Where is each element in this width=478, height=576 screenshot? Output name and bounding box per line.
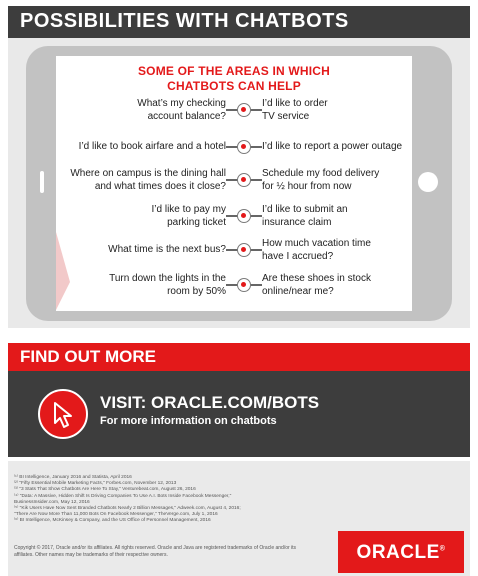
connector-icon: [226, 140, 262, 154]
connector-dot-icon: [237, 103, 251, 117]
cursor-arrow-icon[interactable]: [38, 389, 88, 439]
conversation-row: [56, 238, 412, 268]
chatbot-request-line: TV service: [262, 110, 310, 122]
user-question: [56, 273, 226, 298]
chatbot-request: [262, 98, 412, 123]
chatbot-request: [262, 168, 412, 193]
chatbot-request: [262, 273, 412, 298]
conversation-row: [56, 204, 412, 234]
footnote-line: ⁽⁶⁾ BI Intelligence, McKinsey & Company, and the US Office of Personnel Management, 2016: [14, 518, 211, 524]
user-question: [56, 141, 226, 154]
conversation-row: [56, 98, 412, 128]
connector-dot-icon: [237, 209, 251, 223]
chatbot-request: [262, 141, 412, 154]
footnote-line: ⁽⁵⁾ "Kik Users Have Now Sent Branded Chatbots Nearly 2 Billion Messages," Adweek.com, August 4, 2016;: [14, 506, 241, 512]
chatbot-request-line: for ½ hour from now: [262, 180, 352, 192]
conversation-row: [56, 135, 412, 165]
chatbot-request-line: insurance claim: [262, 216, 332, 228]
user-question-line: I’d like to pay my: [151, 204, 226, 215]
conversation-row: [56, 273, 412, 303]
tablet-home-button-icon: [418, 172, 438, 192]
connector-dot-icon: [237, 278, 251, 292]
footnotes: [14, 475, 314, 525]
user-question: [56, 204, 226, 229]
find-out-more-title: FIND OUT MORE: [20, 347, 156, 366]
visit-subtitle: For more information on chatbots: [100, 415, 277, 427]
user-question-line: and what times does it close?: [94, 180, 226, 192]
user-question-line: What’s my checking: [137, 98, 226, 109]
connector-icon: [226, 243, 262, 257]
visit-panel[interactable]: [8, 371, 470, 457]
chatbot-request-line: I’d like to order: [262, 98, 328, 109]
screen-title: [56, 64, 412, 94]
connector-icon: [226, 103, 262, 117]
registered-mark: ®: [439, 545, 446, 553]
footnote-line: ⁽¹⁾ BI Intelligence, January 2016 and Statista, April 2016: [14, 475, 132, 480]
connector-icon: [226, 209, 262, 223]
copyright-text: Copyright © 2017, Oracle and/or its affiliates. All rights reserved. Oracle and Java are registered trademarks of Oracle and/or its affiliates. Other names may be trademarks of their respective owners.: [14, 545, 297, 558]
connector-icon: [226, 278, 262, 292]
header-bar: [8, 6, 470, 38]
user-question: [56, 244, 226, 257]
connector-dot-icon: [237, 173, 251, 187]
user-question-line: room by 50%: [167, 285, 226, 297]
user-question-line: I’d like to book airfare and a hotel: [78, 141, 226, 152]
footnote-line: "There Are Now More Than 11,000 Bots On Facebook Messenger," TheVerge.com, July 1, 2016: [14, 512, 218, 518]
tablet-screen: [56, 56, 412, 311]
user-question-line: Where on campus is the dining hall: [70, 168, 226, 179]
oracle-logo-word: ORACLE: [356, 542, 440, 563]
footnote-line: ⁽³⁾ "3 Stats That Show Chatbots Are Here To Stay," Venturebeat.com, August 26, 2016: [14, 487, 196, 493]
chatbot-request: [262, 238, 412, 263]
user-question-line: account balance?: [147, 110, 226, 122]
tablet-speaker-slot: [40, 171, 44, 193]
footer: [8, 461, 470, 576]
user-question: [56, 98, 226, 123]
chatbot-request-line: have I accrued?: [262, 250, 334, 262]
find-out-more-bar: [8, 343, 470, 371]
chatbot-request-line: Schedule my food delivery: [262, 168, 380, 179]
page-title: POSSIBILITIES WITH CHATBOTS: [20, 10, 349, 32]
oracle-logo-text: [338, 542, 464, 564]
footnote-line: ⁽⁴⁾ "Data: A Massive, Hidden Shift Is Driving Companies To Use A.I. Bots Inside Facebook Messenger,": [14, 493, 232, 499]
screen-title-line-2: CHATBOTS CAN HELP: [167, 79, 301, 93]
chatbot-request-line: online/near me?: [262, 285, 334, 297]
footnote-line: ⁽²⁾ "Fifty Essential Mobile Marketing Facts," Forbes.com, November 12, 2013: [14, 481, 177, 487]
visit-link[interactable]: VISIT: ORACLE.COM/BOTS: [100, 393, 320, 412]
chatbot-request-line: Are these shoes in stock: [262, 273, 371, 284]
user-question-line: parking ticket: [167, 216, 226, 228]
user-question-line: What time is the next bus?: [108, 244, 226, 255]
screen-title-line-1: SOME OF THE AREAS IN WHICH: [137, 64, 331, 78]
conversation-row: [56, 168, 412, 198]
connector-dot-icon: [237, 140, 251, 154]
oracle-logo[interactable]: [338, 531, 464, 573]
user-question: [56, 168, 226, 193]
connector-icon: [226, 173, 262, 187]
user-question-line: Turn down the lights in the: [109, 273, 226, 284]
footnote-line: BusinessInsider.com, May 12, 2016: [14, 499, 90, 505]
chatbot-request-line: I’d like to report a power outage: [262, 141, 403, 152]
connector-dot-icon: [237, 243, 251, 257]
chatbot-request: [262, 204, 412, 229]
chatbot-request-line: I’d like to submit an: [262, 204, 348, 215]
chatbot-request-line: How much vacation time: [262, 238, 371, 249]
